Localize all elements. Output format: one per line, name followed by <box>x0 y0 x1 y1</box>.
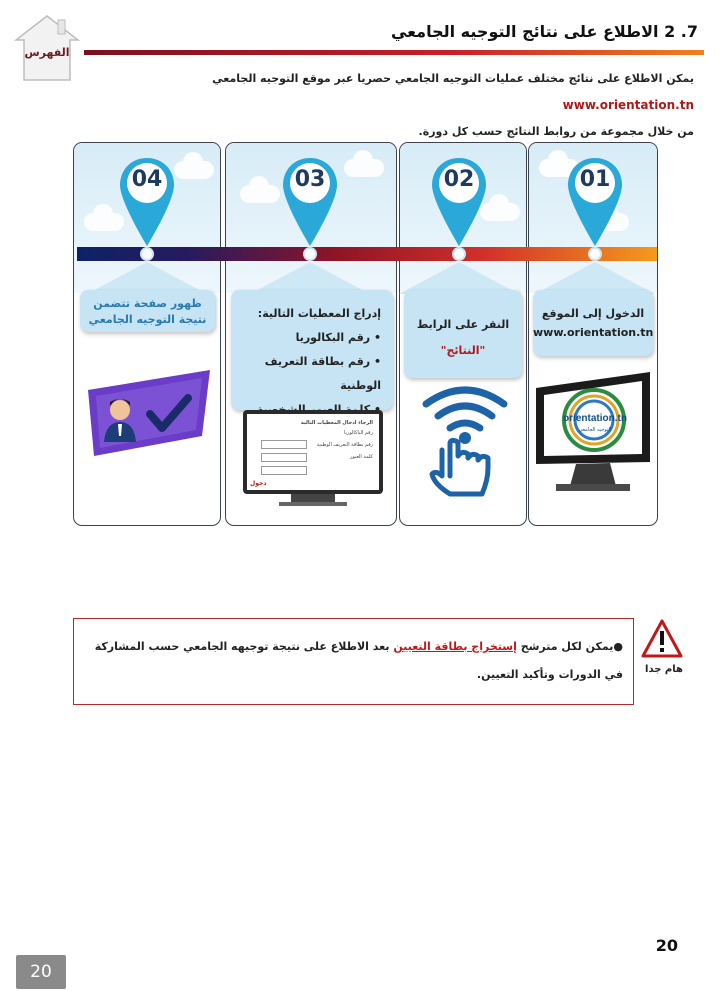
step-01-site: www.orientation.tn <box>533 326 654 339</box>
important-note <box>73 618 634 705</box>
list-item: • رقم بطاقة التعريف الوطنية <box>243 350 381 398</box>
form-field-label: رقم بطاقة التعريف الوطنية <box>316 442 373 448</box>
timeline-dot <box>452 247 466 261</box>
step-number-02: 02 <box>443 167 475 192</box>
step-box-03 <box>231 290 393 410</box>
step-01-text: الدخول إلى الموقع <box>541 307 645 320</box>
form-input <box>261 453 307 462</box>
form-monitor-base <box>279 502 347 506</box>
step-02-text: النقر على الرابط <box>416 318 510 331</box>
index-link[interactable]: الفهرس <box>24 46 70 59</box>
timeline-dot <box>303 247 317 261</box>
step-03-title: إدراج المعطيات التالية: <box>257 307 381 320</box>
timeline-dot <box>140 247 154 261</box>
page-number: 20 <box>655 936 678 955</box>
title-underline <box>84 50 704 55</box>
form-monitor-stand <box>291 494 335 502</box>
timeline-dot <box>588 247 602 261</box>
monitor-logo-sub: التوجيه الجامعي <box>578 427 612 433</box>
intro-line-2: من خلال مجموعة من روابط النتائج حسب كل دورة. <box>418 125 694 138</box>
form-submit: دخول <box>250 480 267 487</box>
intro-line-1: يمكن الاطلاع على نتائج مختلف عمليات التوجيه الجامعي حصريا عبر موقع التوجيه الجامعي <box>212 72 694 85</box>
note-text-after: بعد الاطلاع على نتيجة توجيهه الجامعي حسب المشاركة في الدورات وتأكيد التعيين. <box>94 640 623 681</box>
form-input <box>261 466 307 475</box>
bullet: ● <box>613 640 623 653</box>
form-heading: الرجاء ادخال المعطيات التالية <box>300 420 373 426</box>
monitor-illustration <box>532 368 654 498</box>
form-field-label: كلمة العبور <box>349 454 373 460</box>
monitor-logo-text: orientation.tn <box>563 413 627 424</box>
intro-site-link[interactable]: www.orientation.tn <box>562 98 694 112</box>
step-number-03: 03 <box>294 167 326 192</box>
step-04-line-1: ظهور صفحة تتضمن <box>93 297 202 310</box>
section-title: 7. 2 الاطلاع على نتائج التوجيه الجامعي <box>390 22 698 41</box>
result-card-illustration <box>84 368 214 460</box>
form-field-label: رقم الباكالوريا <box>343 430 373 436</box>
step-04-line-2: نتيجة التوجيه الجامعي <box>88 313 207 326</box>
timeline-bar <box>77 247 657 261</box>
form-screen <box>247 414 379 490</box>
step-box-04 <box>80 290 215 332</box>
step-number-01: 01 <box>579 167 611 192</box>
step-03-list <box>243 326 381 422</box>
note-highlight: إستخراج بطاقة التعيين <box>393 640 517 653</box>
note-text-before: يمكن لكل مترشح <box>516 640 614 653</box>
step-02-link: "النتائج" <box>440 344 486 357</box>
warning-icon <box>640 618 684 660</box>
page-indicator: 20 <box>16 955 66 989</box>
list-item: • رقم البكالوريا <box>243 326 381 350</box>
step-box-02 <box>404 290 522 378</box>
step-box-01 <box>533 290 653 356</box>
step-number-04: 04 <box>131 167 163 192</box>
click-illustration <box>422 380 508 498</box>
important-label: هام جدا <box>645 664 683 675</box>
intro-paragraph <box>90 66 694 145</box>
form-input <box>261 440 307 449</box>
